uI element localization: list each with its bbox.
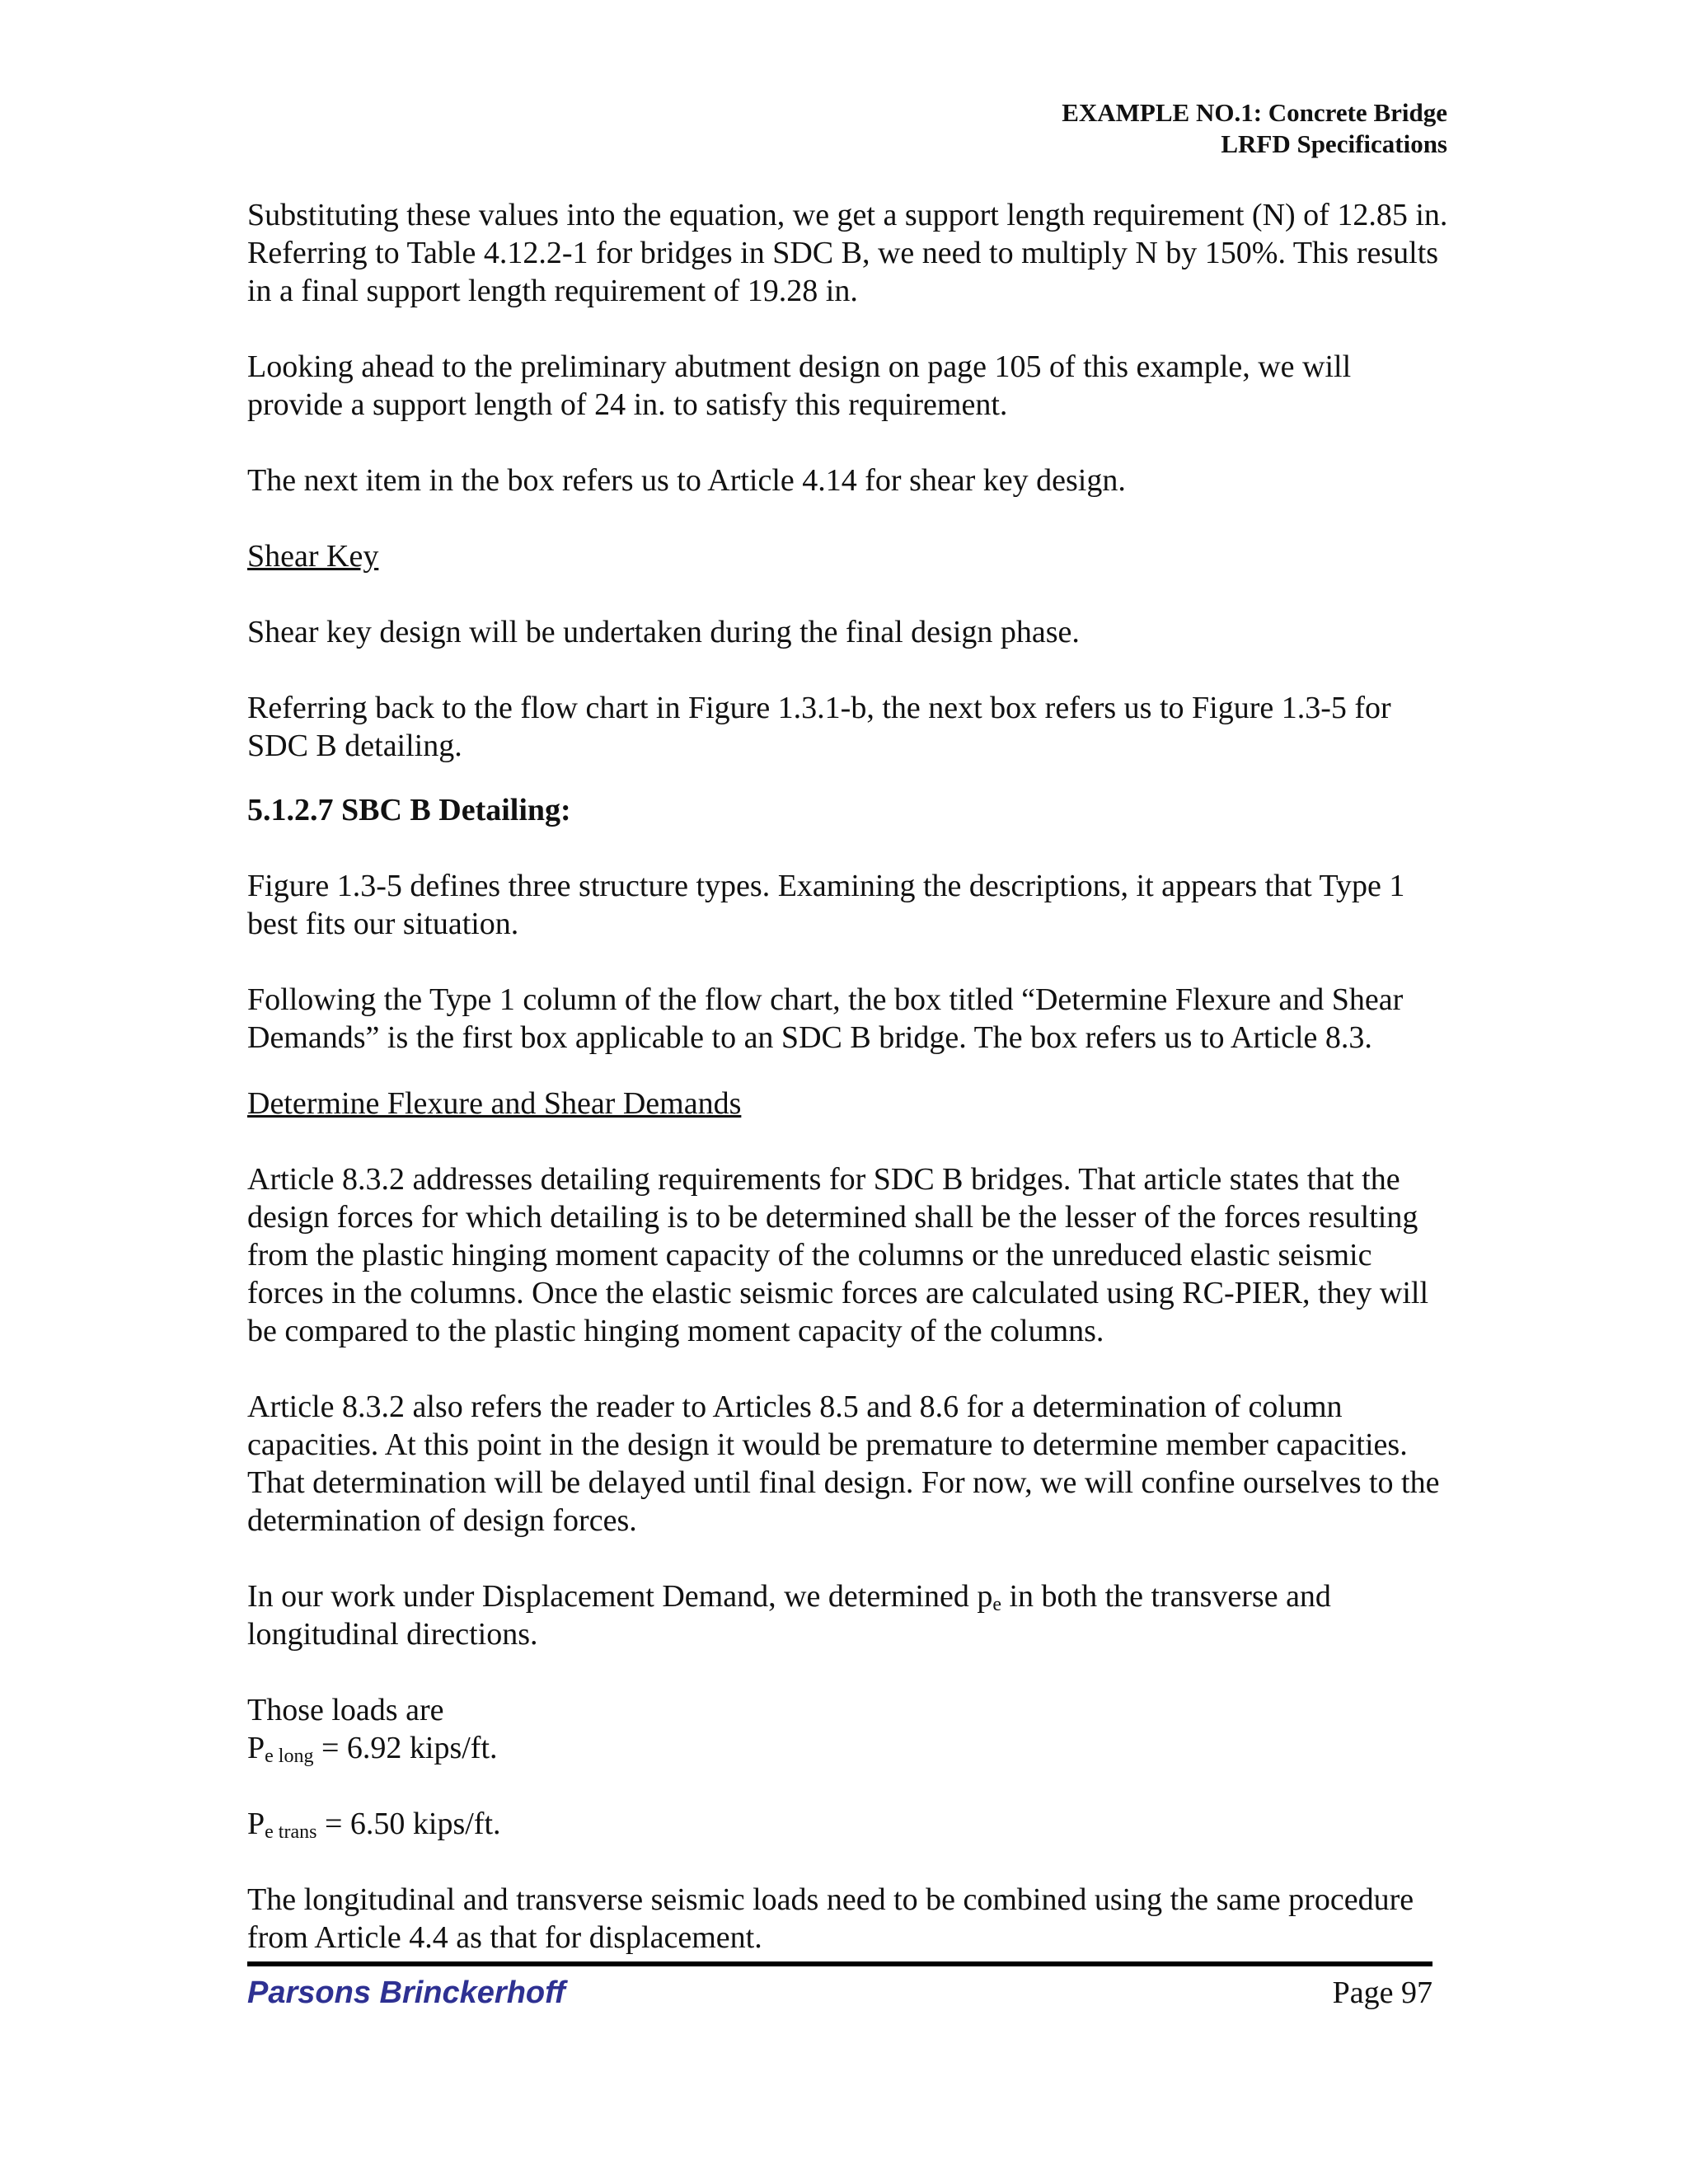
header-title: EXAMPLE NO.1: Concrete Bridge (1062, 98, 1447, 127)
load-value: = 6.92 kips/ft. (313, 1731, 498, 1765)
text-run: in both the transverse and longitudinal directions. (247, 1579, 1331, 1652)
paragraph-shear-key-ref: The next item in the box refers us to Article 4.14 for shear key design. (247, 463, 1126, 498)
footer-rule (247, 1961, 1432, 1966)
load-subscript: e long (265, 1746, 314, 1767)
text-run: In our work under Displacement Demand, we determined p (247, 1579, 993, 1614)
paragraph-support-length: Substituting these values into the equation, we get a support length requirement (N) of 12.85 in. Referring to Table 4.12.2-1 for bridges in SDC B, we need to multiply N by 150%. This results in a final support length requirement of 19.28 in. (247, 198, 1448, 308)
page-number: Page 97 (1332, 1975, 1432, 2010)
subheading-demands: Determine Flexure and Shear Demands (247, 1086, 742, 1121)
subheading-shear-key: Shear Key (247, 539, 379, 574)
loads-intro: Those loads are (247, 1693, 444, 1727)
paragraph-article-832: Article 8.3.2 addresses detailing requirements for SDC B bridges. That article states that the design forces for which detailing is to be determined shall be the lesser of the forces resulting from the plastic hinging moment capacity of the columns or the unreduced elastic seismic forces in the columns. Once the elastic seismic forces are calculated using RC-PIER, they will be compared to the plastic hinging moment capacity of the columns. (247, 1162, 1429, 1348)
load-symbol: P (247, 1807, 265, 1841)
paragraph-capacities: Article 8.3.2 also refers the reader to Articles 8.5 and 8.6 for a determination of column capacities. At this point in the design it would be premature to determine member capacities. That determination will be delayed until final design. For now, we will confine ourselves to the determination of design forces. (247, 1390, 1440, 1538)
paragraph-shear-key: Shear key design will be undertaken during the final design phase. (247, 615, 1080, 649)
paragraph-abutment: Looking ahead to the preliminary abutment design on page 105 of this example, we will provide a support length of 24 in. to satisfy this requirement. (247, 349, 1352, 422)
running-header (1062, 97, 1447, 160)
paragraph-combination: The longitudinal and transverse seismic loads need to be combined using the same procedure from Article 4.4 as that for displacement. (247, 1882, 1414, 1955)
load-value: = 6.50 kips/ft. (316, 1807, 501, 1841)
footer-company: Parsons Brinckerhoff (247, 1975, 565, 2010)
load-transverse (247, 1805, 1451, 1843)
subscript: e (992, 1594, 1001, 1615)
section-heading: 5.1.2.7 SBC B Detailing: (247, 793, 571, 827)
paragraph-type1-column: Following the Type 1 column of the flow chart, the box titled “Determine Flexure and Shear Demands” is the first box applicable to an SDC B bridge. The box refers us to Article 8.3. (247, 982, 1404, 1055)
paragraph-structure-types: Figure 1.3-5 defines three structure types. Examining the descriptions, it appears that Type 1 best fits our situation. (247, 869, 1405, 941)
paragraph-displacement-demand (247, 1577, 1451, 1653)
load-symbol: P (247, 1731, 265, 1765)
paragraph-flow-chart: Referring back to the flow chart in Figure 1.3.1-b, the next box refers us to Figure 1.3-5 for SDC B detailing. (247, 691, 1391, 763)
header-subtitle: LRFD Specifications (1221, 129, 1447, 158)
load-longitudinal (247, 1729, 1451, 1767)
load-subscript: e trans (265, 1821, 317, 1843)
page-body (247, 196, 1451, 1957)
